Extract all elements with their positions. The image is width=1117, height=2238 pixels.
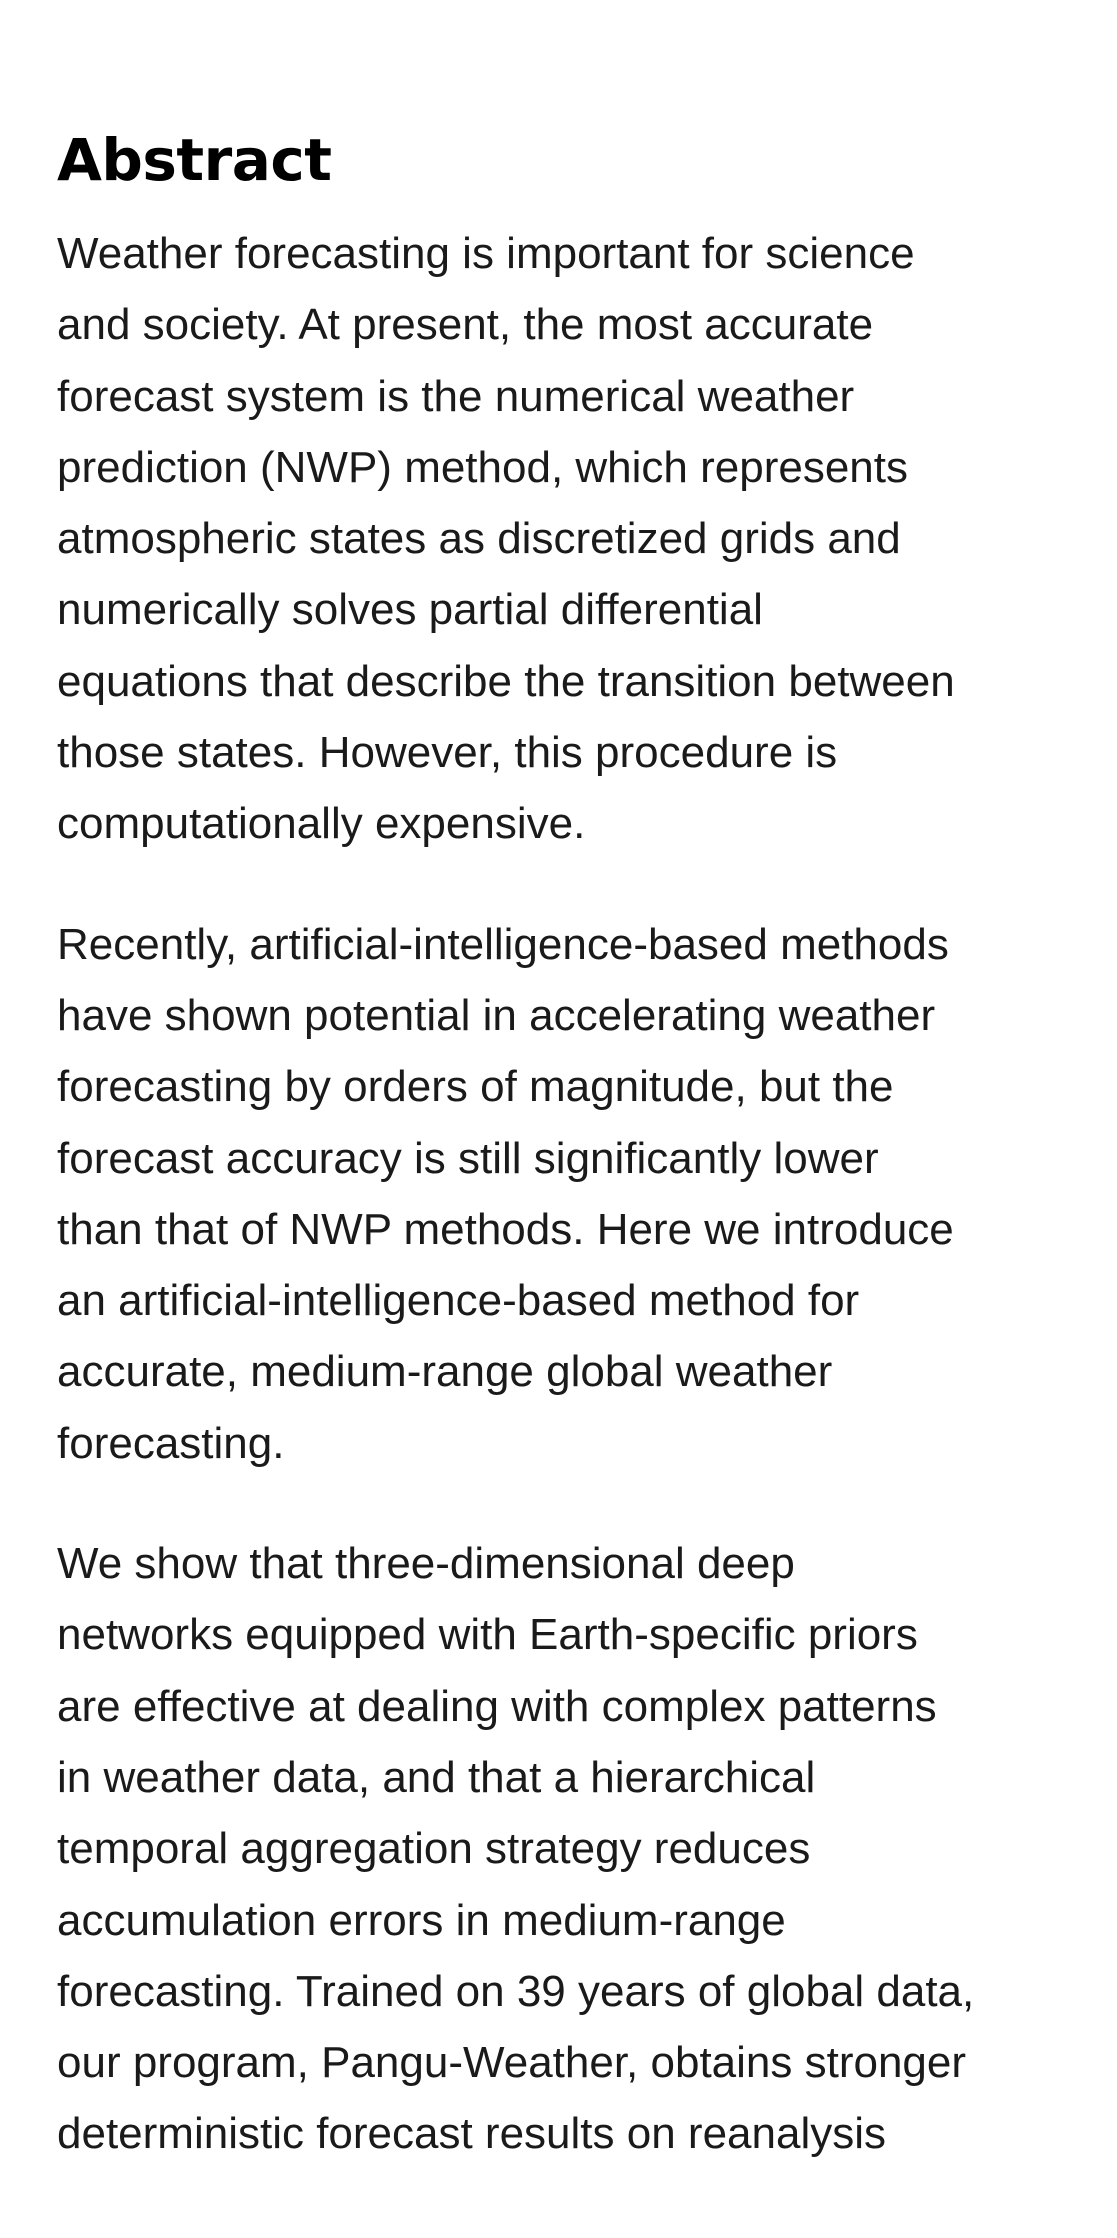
abstract-paragraph-2: Recently, artificial-intelligence-based methods have shown potential in accelerating weather forecasting by orders of magnitude, but the forecast accuracy is still significantly lower than that of NWP methods. Here we introduce an artificial-intelligence-based method for accurate, medium-range global weather forecasting.: [57, 919, 954, 1468]
abstract-heading: Abstract: [57, 126, 332, 194]
abstract-paragraph-1: Weather forecasting is important for science and society. At present, the most accurate forecast system is the numerical weather prediction (NWP) method, which represents atmospheric states as discretized grids and numerically solves partial differential equations that describe the transition between those states. However, this procedure is computationally expensive.: [57, 229, 955, 849]
abstract-section: [57, 128, 1107, 2219]
abstract-paragraph-3: We show that three-dimensional deep networks equipped with Earth-specific priors are effective at dealing with complex patterns in weather data, and that a hierarchical temporal aggregation strategy reduces accumulation errors in medium-range forecasting. Trained on 39 years of global data, our program, Pangu-Weather, obtains stronger deterministic forecast results on reanalysis: [57, 1539, 975, 2159]
